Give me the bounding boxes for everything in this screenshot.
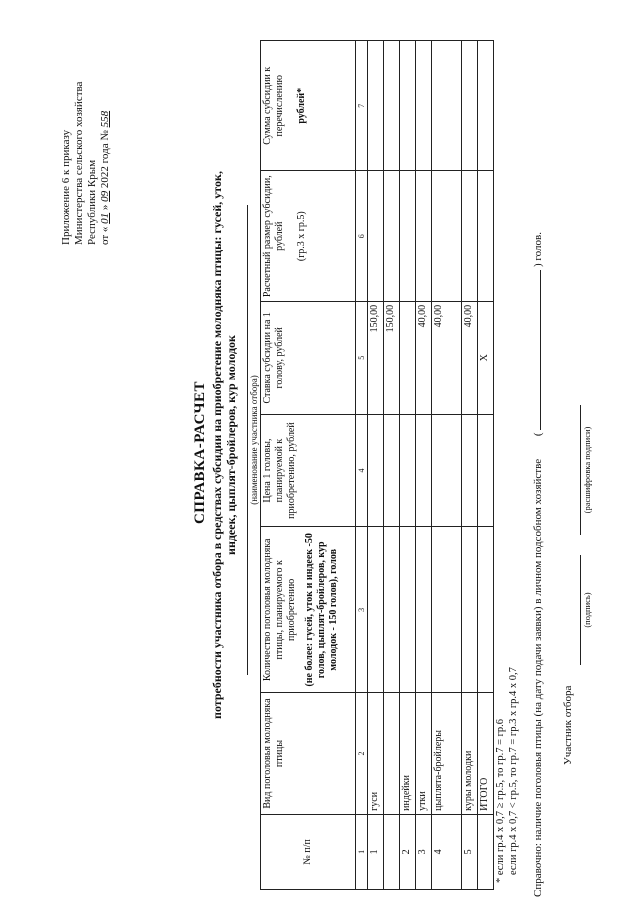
header-sum-note: рублей* [296,87,307,124]
header-no: № п/п [261,814,356,889]
colnum: 7 [356,41,368,171]
row-calc [400,171,416,301]
row-rate: 150,00 [384,301,400,414]
row-sum [432,41,462,171]
footnote-1: * если гр.4 х 0,7 ≥ гр.5, то гр.7 = гр.6 [495,718,506,883]
row-price [400,414,416,527]
header-sum [261,41,356,171]
document-subtitle: потребности участника отбора в средствах субсидии на приобретение молодняка птицы: гусей, уток, индеек, цыплят-бройлеров, кур молодок [210,171,238,719]
header-calc-note: (гр.3 х гр.5) [296,211,307,262]
row-qty [462,527,478,693]
row-number: 3 [416,814,432,889]
header-qty-label: Количество поголовья молодняка птицы, планируемого к приобретению [262,538,297,682]
reference-close: ) голов. [532,232,544,267]
row-sum [400,41,416,171]
row-calc [368,171,384,301]
row-calc [478,171,494,301]
reference-blank [540,270,541,430]
column-number-row [356,41,368,890]
header-sum-label: Сумма субсидии к перечислению [262,66,285,145]
row-price [416,414,432,527]
row-qty [416,527,432,693]
table-row [432,41,462,890]
calculation-table [260,40,494,890]
header-calc [261,171,356,301]
row-sum [462,41,478,171]
row-rate: 150,00 [368,301,384,414]
row-rate [400,301,416,414]
table-row [416,41,432,890]
row-sum [416,41,432,171]
decode-caption: (расшифровка подписи) [580,405,592,535]
participant-label: Участник отбора [562,685,574,765]
table-row [384,41,400,890]
annex-number: 558 [99,110,111,128]
document-title: СПРАВКА-РАСЧЕТ [192,380,208,525]
row-qty [432,527,462,693]
row-price [462,414,478,527]
header-qty [261,527,356,693]
annex-line-4 [99,15,112,245]
colnum: 5 [356,301,368,414]
row-number: 1 [368,814,384,889]
annex-date-mid: » [99,204,111,211]
reference-text: Справочно: наличие поголовья птицы (на дату подачи заявки) в личном подсобном хозяйстве [532,458,544,897]
row-rate: Х [478,301,494,414]
table-row [462,41,478,890]
header-calc-label: Расчетный размер субсидии, рублей [262,175,285,298]
row-number: 5 [462,814,478,889]
annex-line-1: Приложение 6 к приказу [60,129,72,245]
org-name-caption: (наименование участника отбора) [247,205,259,675]
row-number: 2 [400,814,416,889]
reference-open: ( [532,432,544,437]
row-qty [368,527,384,693]
colnum: 6 [356,171,368,301]
annex-line-2: Министерства сельского хозяйства [73,81,85,245]
annex-date-open: от « [99,226,111,245]
row-kind: индейки [400,693,416,815]
reference-line [532,232,544,897]
row-qty [384,527,400,693]
header-price: Цена 1 головы, планируемой к приобретению, рублей [261,414,356,527]
table-row-total [478,41,494,890]
colnum: 1 [356,814,368,889]
row-qty [478,527,494,693]
colnum: 2 [356,693,368,815]
annex-year: 2022 года № [99,130,111,189]
row-price [384,414,400,527]
row-sum [384,41,400,171]
row-price [478,414,494,527]
row-rate: 40,00 [462,301,478,414]
table-row [400,41,416,890]
annex-month: 09 [99,190,111,202]
row-price [368,414,384,527]
row-kind [384,693,400,815]
row-calc [416,171,432,301]
row-price [432,414,462,527]
colnum: 3 [356,527,368,693]
row-kind: ИТОГО [478,693,494,815]
row-calc [432,171,462,301]
row-calc [384,171,400,301]
row-rate: 40,00 [416,301,432,414]
annex-day: 01 [99,212,111,224]
row-rate: 40,00 [432,301,462,414]
row-number [478,814,494,889]
row-number [384,814,400,889]
row-calc [462,171,478,301]
row-kind: куры молодки [462,693,478,815]
header-qty-note: (не более: гусей, уток и индеек -50 голов, цыплят-бройлеров, кур молодок - 150 голов), голов [304,533,339,687]
annex-line-3: Республики Крым [86,159,98,245]
row-kind: цыплята-бройлеры [432,693,462,815]
header-kind: Вид поголовья молодняка птицы [261,693,356,815]
colnum: 4 [356,414,368,527]
row-qty [400,527,416,693]
row-kind: утки [416,693,432,815]
header-rate: Ставка субсидии на 1 голову, рублей [261,301,356,414]
row-kind: гуси [368,693,384,815]
row-sum [368,41,384,171]
signature-caption: (подпись) [580,555,592,665]
row-sum [478,41,494,171]
table-row [368,41,384,890]
row-number: 4 [432,814,462,889]
footnote-2: если гр.4 х 0,7 < гр.5, то гр.7 = гр.3 х гр.4 х 0,7 [508,667,519,875]
